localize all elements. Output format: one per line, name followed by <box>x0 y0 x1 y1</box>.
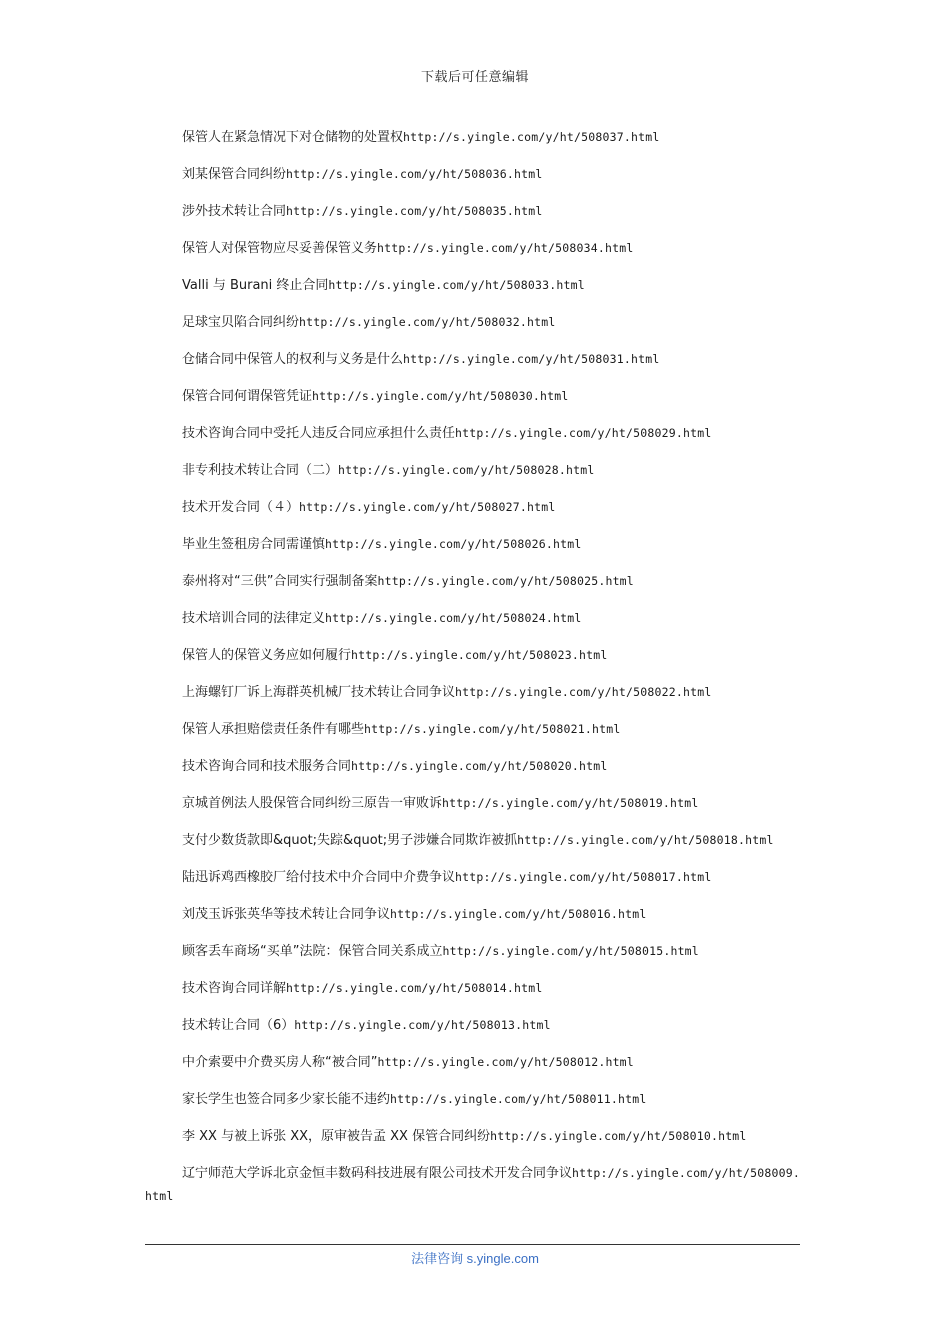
entry-url-link[interactable]: http://s.yingle.com/y/ht/508013.html <box>294 1018 551 1032</box>
list-item <box>145 866 805 903</box>
entry-title: 李 XX 与被上诉张 XX，原审被告孟 XX 保管合同纠纷 <box>182 1129 491 1144</box>
list-item <box>145 385 805 422</box>
list-item <box>145 977 805 1014</box>
entry-url-link[interactable]: http://s.yingle.com/y/ht/508016.html <box>390 907 647 921</box>
entry-url-link[interactable]: http://s.yingle.com/y/ht/508032.html <box>299 315 556 329</box>
entry-title: 技术培训合同的法律定义 <box>182 611 326 626</box>
list-item <box>145 1088 805 1125</box>
entry-url-link[interactable]: http://s.yingle.com/y/ht/508023.html <box>351 648 608 662</box>
entry-title: 京城首例法人股保管合同纠纷三原告一审败诉 <box>182 796 443 811</box>
entry-title: 技术咨询合同和技术服务合同 <box>182 759 352 774</box>
list-item <box>145 496 805 533</box>
entry-title: 毕业生签租房合同需谨慎 <box>182 537 326 552</box>
entry-url-link[interactable]: http://s.yingle.com/y/ht/508015.html <box>442 944 699 958</box>
entry-title: 保管人承担赔偿责任条件有哪些 <box>182 722 365 737</box>
entry-url-link[interactable]: http://s.yingle.com/y/ht/508036.html <box>286 167 543 181</box>
list-item <box>145 237 805 274</box>
entry-url-link[interactable]: http://s.yingle.com/y/ht/508024.html <box>325 611 582 625</box>
list-item <box>145 126 805 163</box>
entry-title: 泰州将对“三供”合同实行强制备案 <box>182 574 378 589</box>
entry-title: 技术开发合同（４） <box>182 500 300 515</box>
entry-title: 顾客丢车商场“买单”法院：保管合同关系成立 <box>182 944 443 959</box>
list-item <box>145 311 805 348</box>
entry-url-link[interactable]: http://s.yingle.com/y/ht/508035.html <box>286 204 543 218</box>
entry-url-link[interactable]: http://s.yingle.com/y/ht/508022.html <box>455 685 712 699</box>
entry-url-link[interactable]: http://s.yingle.com/y/ht/508025.html <box>377 574 634 588</box>
list-item <box>145 755 805 792</box>
list-item <box>145 200 805 237</box>
entry-url-link[interactable]: http://s.yingle.com/y/ht/508020.html <box>351 759 608 773</box>
list-item <box>145 1051 805 1088</box>
entry-url-link[interactable]: http://s.yingle.com/y/ht/508021.html <box>364 722 621 736</box>
entry-url-link[interactable]: http://s.yingle.com/y/ht/508010.html <box>490 1129 747 1143</box>
entry-title: 足球宝贝陷合同纠纷 <box>182 315 300 330</box>
entry-url-link[interactable]: http://s.yingle.com/y/ht/508014.html <box>286 981 543 995</box>
entry-title: 涉外技术转让合同 <box>182 204 287 219</box>
entry-url-link[interactable]: http://s.yingle.com/y/ht/508028.html <box>338 463 595 477</box>
entry-url-link[interactable]: http://s.yingle.com/y/ht/508027.html <box>299 500 556 514</box>
list-item <box>145 829 805 866</box>
list-item <box>145 422 805 459</box>
entry-title: 仓储合同中保管人的权利与义务是什么 <box>182 352 404 367</box>
list-item <box>145 903 805 940</box>
list-item <box>145 940 805 977</box>
entry-title: 陆迅诉鸡西橡胶厂给付技术中介合同中介费争议 <box>182 870 456 885</box>
entry-title: 保管人在紧急情况下对仓储物的处置权 <box>182 130 404 145</box>
entry-title: 保管合同何谓保管凭证 <box>182 389 313 404</box>
entry-url-link[interactable]: http://s.yingle.com/y/ht/508031.html <box>403 352 660 366</box>
list-item <box>145 1125 805 1162</box>
entry-url-link[interactable]: http://s.yingle.com/y/ht/508019.html <box>442 796 699 810</box>
entry-url-link[interactable]: http://s.yingle.com/y/ht/508011.html <box>390 1092 647 1106</box>
entry-url-link[interactable]: http://s.yingle.com/y/ht/508017.html <box>455 870 712 884</box>
entry-url-link[interactable]: http://s.yingle.com/y/ht/508012.html <box>377 1055 634 1069</box>
list-item <box>145 644 805 681</box>
list-item <box>145 607 805 644</box>
entry-title: 技术转让合同（6） <box>182 1018 295 1033</box>
entry-title: 非专利技术转让合同（二） <box>182 463 339 478</box>
entry-title: 辽宁师范大学诉北京金恒丰数码科技进展有限公司技术开发合同争议 <box>182 1166 573 1181</box>
entry-title: 技术咨询合同中受托人违反合同应承担什么责任 <box>182 426 456 441</box>
entry-title: Valli 与 Burani 终止合同 <box>182 278 329 293</box>
page-header: 下载后可任意编辑 <box>420 70 529 85</box>
entry-title: 保管人对保管物应尽妥善保管义务 <box>182 241 378 256</box>
footer-divider <box>145 1244 800 1245</box>
list-item <box>145 570 805 607</box>
list-item <box>145 274 805 311</box>
list-item <box>145 163 805 200</box>
entry-title: 技术咨询合同详解 <box>182 981 287 996</box>
list-item <box>145 459 805 496</box>
entry-url-link[interactable]: http://s.yingle.com/y/ht/508026.html <box>325 537 582 551</box>
footer-link[interactable]: 法律咨询 s.yingle.com <box>411 1251 539 1266</box>
entry-title: 上海螺钉厂诉上海群英机械厂技术转让合同争议 <box>182 685 456 700</box>
entry-url-link[interactable]: http://s.yingle.com/y/ht/508034.html <box>377 241 634 255</box>
list-item <box>145 1014 805 1051</box>
list-item <box>145 792 805 829</box>
entry-title: 家长学生也签合同多少家长能不违约 <box>182 1092 391 1107</box>
entry-url-link[interactable]: http://s.yingle.com/y/ht/508030.html <box>312 389 569 403</box>
list-item <box>145 681 805 718</box>
entry-url-link[interactable]: http://s.yingle.com/y/ht/508029.html <box>455 426 712 440</box>
entry-url-link[interactable]: http://s.yingle.com/y/ht/508037.html <box>403 130 660 144</box>
entry-title: 中介索要中介费买房人称“被合同” <box>182 1055 378 1070</box>
entry-url-link[interactable]: http://s.yingle.com/y/ht/508018.html <box>517 833 774 847</box>
entry-title: 刘茂玉诉张英华等技术转让合同争议 <box>182 907 391 922</box>
entry-title: 保管人的保管义务应如何履行 <box>182 648 352 663</box>
list-item <box>145 533 805 570</box>
entry-url-link[interactable]: http://s.yingle.com/y/ht/508033.html <box>328 278 585 292</box>
entry-title: 支付少数货款即&quot;失踪&quot;男子涉嫌合同欺诈被抓 <box>182 833 518 848</box>
list-item <box>145 1162 805 1208</box>
entry-list <box>145 126 805 1208</box>
entry-url-link[interactable]: http://s.yingle.com/y/ht/508009.html <box>145 1166 800 1203</box>
entry-title: 刘某保管合同纠纷 <box>182 167 287 182</box>
list-item <box>145 718 805 755</box>
list-item <box>145 348 805 385</box>
